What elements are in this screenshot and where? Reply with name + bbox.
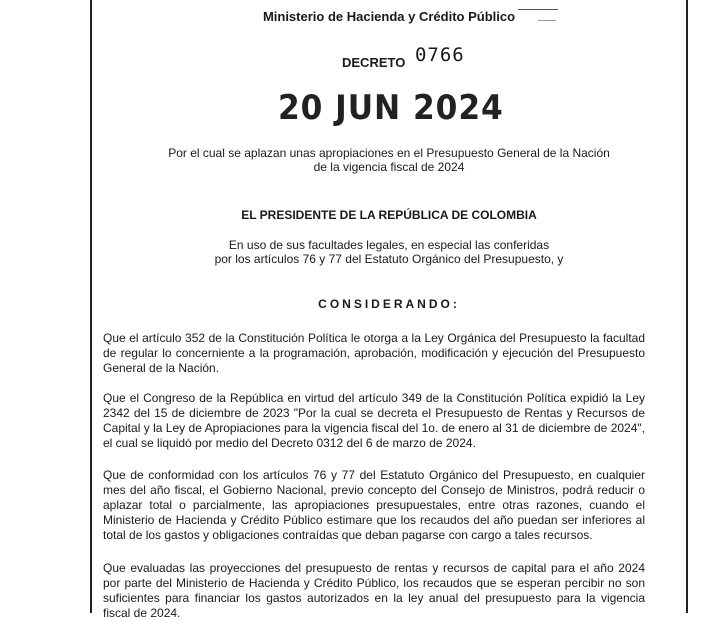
considerando-paragraph: Que evaluadas las proyecciones del presupuesto de rentas y recursos de capital para el año 2024 por parte del Ministerio de Hacienda y Crédito Público, los recaudos que se esperan percibir no son suficientes para financiar los gastos autorizados en la ley anual del presupuesto para la vigencia fiscal de 2024. <box>103 561 645 620</box>
authority-title: EL PRESIDENTE DE LA REPÚBLICA DE COLOMBIA <box>241 208 537 222</box>
subject-line: Por el cual se aplazan unas apropiaciones en el Presupuesto General de la Nación <box>168 146 610 160</box>
decree-subject <box>92 146 686 174</box>
decree-line <box>342 44 465 72</box>
page-border-right <box>686 0 688 613</box>
considerando-paragraph: Que de conformidad con los artículos 76 y 77 del Estatuto Orgánico del Presupuesto, en cualquier mes del año fiscal, el Gobierno Nacional, previo concepto del Consejo de Ministros, podrá reducir o aplazar total o parcialmente, las apropiaciones presupuestales, entre otras razones, cuando el Ministerio de Hacienda y Crédito Público estimare que los recaudos del año puedan ser inferiores al total de los gastos y obligaciones contraídas que deban pagarse con cargo a tales recursos. <box>103 468 645 542</box>
ministry-heading: Ministerio de Hacienda y Crédito Público <box>262 9 516 24</box>
considerando-heading: CONSIDERANDO: <box>318 297 460 311</box>
subject-line: de la vigencia fiscal de 2024 <box>313 160 465 174</box>
faculties-line: por los artículos 76 y 77 del Estatuto Orgánico del Presupuesto, y <box>214 252 564 266</box>
considerando-paragraph: Que el Congreso de la República en virtud del artículo 349 de la Constitución Política expidió la Ley 2342 del 15 de diciembre de 2023 "Por la cual se decreta el Presupuesto de Rentas y Recursos de Capital y la Ley de Apropiaciones para la vigencia fiscal del 1o. de enero al 31 de diciembre de 2024", el cual se liquidó por medio del Decreto 0312 del 6 de marzo de 2024. <box>103 391 645 450</box>
faculties-line: En uso de sus facultades legales, en especial las conferidas <box>228 238 550 252</box>
decree-number: 0766 <box>414 44 465 66</box>
decree-label: DECRETO <box>342 55 406 70</box>
considerando-paragraph: Que el artículo 352 de la Constitución Política le otorga a la Ley Orgánica del Presupuesto la facultad de regular lo concerniente a la programación, aprobación, modificación y ejecución del Presupuesto General de la Nación. <box>103 331 645 375</box>
date-stamp: 20 JUN 2024 <box>278 88 504 128</box>
authority-faculties <box>92 238 686 266</box>
